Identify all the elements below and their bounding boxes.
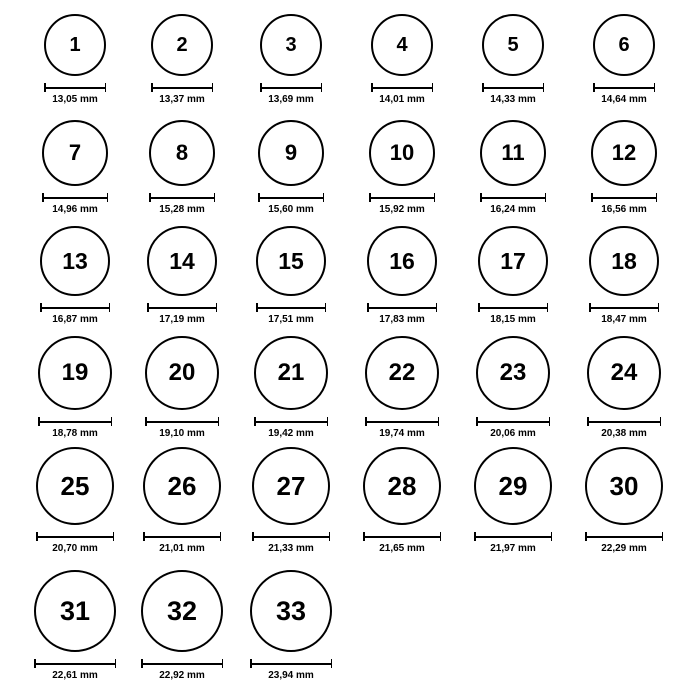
ring-diameter-label: 14,33 mm bbox=[490, 94, 536, 105]
ring-size-cell bbox=[20, 447, 130, 554]
ring-size-number: 27 bbox=[276, 471, 306, 501]
ring-diameter-label: 14,96 mm bbox=[52, 204, 98, 215]
ring-diameter-measure bbox=[587, 417, 661, 439]
ring-size-cell bbox=[458, 14, 568, 105]
ring-diameter-measure bbox=[147, 303, 217, 325]
ring-diameter-label: 19,42 mm bbox=[268, 428, 314, 439]
measure-bar-icon bbox=[145, 417, 219, 426]
ring-diameter-label: 16,56 mm bbox=[601, 204, 647, 215]
ring-diameter-label: 13,37 mm bbox=[159, 94, 205, 105]
measure-line-icon bbox=[145, 421, 219, 423]
measure-line-icon bbox=[474, 536, 552, 538]
ring-circle bbox=[589, 226, 659, 296]
measure-bar-icon bbox=[367, 303, 437, 312]
measure-line-icon bbox=[369, 197, 435, 199]
ring-circle bbox=[363, 447, 441, 525]
ring-size-cell bbox=[347, 226, 457, 325]
measure-line-icon bbox=[38, 421, 112, 423]
ring-circle bbox=[371, 14, 433, 76]
ring-diameter-label: 21,65 mm bbox=[379, 543, 425, 554]
ring-size-number: 11 bbox=[501, 140, 525, 165]
measure-bar-icon bbox=[34, 659, 116, 668]
measure-line-icon bbox=[476, 421, 550, 423]
measure-bar-icon bbox=[478, 303, 548, 312]
ring-circle bbox=[474, 447, 552, 525]
measure-bar-icon bbox=[143, 532, 221, 541]
ring-diameter-label: 20,70 mm bbox=[52, 543, 98, 554]
ring-diameter-measure bbox=[591, 193, 657, 215]
measure-line-icon bbox=[252, 536, 330, 538]
ring-size-number: 22 bbox=[388, 359, 416, 386]
ring-diameter-measure bbox=[593, 83, 655, 105]
measure-bar-icon bbox=[141, 659, 223, 668]
ring-size-cell bbox=[458, 226, 568, 325]
measure-bar-icon bbox=[585, 532, 663, 541]
ring-circle bbox=[151, 14, 213, 76]
ring-circle bbox=[585, 447, 663, 525]
ring-diameter-measure bbox=[254, 417, 328, 439]
ring-size-number: 9 bbox=[284, 140, 298, 165]
measure-bar-icon bbox=[252, 532, 330, 541]
ring-circle bbox=[252, 447, 330, 525]
ring-diameter-measure bbox=[38, 417, 112, 439]
ring-size-number: 33 bbox=[275, 595, 307, 626]
measure-bar-icon bbox=[482, 83, 544, 92]
measure-line-icon bbox=[44, 87, 106, 89]
ring-diameter-measure bbox=[482, 83, 544, 105]
measure-bar-icon bbox=[591, 193, 657, 202]
measure-line-icon bbox=[151, 87, 213, 89]
measure-line-icon bbox=[591, 197, 657, 199]
measure-line-icon bbox=[480, 197, 546, 199]
ring-diameter-label: 18,47 mm bbox=[601, 314, 647, 325]
ring-diameter-label: 13,05 mm bbox=[52, 94, 98, 105]
ring-diameter-measure bbox=[256, 303, 326, 325]
ring-diameter-measure bbox=[258, 193, 324, 215]
measure-line-icon bbox=[258, 197, 324, 199]
measure-bar-icon bbox=[42, 193, 108, 202]
ring-diameter-label: 21,33 mm bbox=[268, 543, 314, 554]
ring-diameter-measure bbox=[34, 659, 116, 681]
ring-circle bbox=[147, 226, 217, 296]
ring-diameter-label: 18,78 mm bbox=[52, 428, 98, 439]
ring-size-number: 4 bbox=[396, 34, 408, 56]
ring-diameter-measure bbox=[141, 659, 223, 681]
ring-circle bbox=[256, 226, 326, 296]
ring-size-cell bbox=[347, 14, 457, 105]
ring-diameter-measure bbox=[474, 532, 552, 554]
ring-circle bbox=[42, 120, 108, 186]
ring-diameter-measure bbox=[145, 417, 219, 439]
ring-diameter-label: 15,92 mm bbox=[379, 204, 425, 215]
ring-circle bbox=[260, 14, 322, 76]
ring-diameter-label: 23,94 mm bbox=[268, 670, 314, 681]
ring-size-number: 8 bbox=[175, 140, 189, 165]
ring-size-number: 20 bbox=[168, 359, 196, 386]
ring-size-cell bbox=[569, 447, 679, 554]
measure-line-icon bbox=[260, 87, 322, 89]
ring-size-number: 21 bbox=[277, 359, 305, 386]
ring-diameter-label: 17,19 mm bbox=[159, 314, 205, 325]
ring-size-number: 26 bbox=[167, 471, 197, 501]
ring-size-cell bbox=[127, 120, 237, 215]
ring-size-cell bbox=[347, 336, 457, 439]
ring-diameter-label: 17,51 mm bbox=[268, 314, 314, 325]
measure-line-icon bbox=[365, 421, 439, 423]
measure-line-icon bbox=[254, 421, 328, 423]
measure-line-icon bbox=[256, 307, 326, 309]
measure-bar-icon bbox=[40, 303, 110, 312]
ring-circle bbox=[38, 336, 112, 410]
measure-bar-icon bbox=[36, 532, 114, 541]
ring-diameter-measure bbox=[151, 83, 213, 105]
ring-circle bbox=[34, 570, 116, 652]
ring-size-cell bbox=[569, 120, 679, 215]
ring-diameter-measure bbox=[40, 303, 110, 325]
ring-size-cell bbox=[127, 14, 237, 105]
ring-diameter-measure bbox=[363, 532, 441, 554]
measure-bar-icon bbox=[593, 83, 655, 92]
ring-size-cell bbox=[458, 447, 568, 554]
ring-diameter-label: 16,24 mm bbox=[490, 204, 536, 215]
ring-diameter-label: 15,28 mm bbox=[159, 204, 205, 215]
measure-line-icon bbox=[36, 536, 114, 538]
ring-diameter-label: 16,87 mm bbox=[52, 314, 98, 325]
ring-diameter-label: 21,01 mm bbox=[159, 543, 205, 554]
ring-diameter-measure bbox=[365, 417, 439, 439]
ring-size-number: 13 bbox=[62, 247, 88, 274]
ring-size-cell bbox=[20, 336, 130, 439]
ring-size-number: 24 bbox=[610, 359, 638, 386]
measure-bar-icon bbox=[589, 303, 659, 312]
measure-line-icon bbox=[147, 307, 217, 309]
ring-circle bbox=[36, 447, 114, 525]
ring-diameter-label: 22,61 mm bbox=[52, 670, 98, 681]
ring-diameter-measure bbox=[369, 193, 435, 215]
ring-diameter-measure bbox=[44, 83, 106, 105]
measure-bar-icon bbox=[258, 193, 324, 202]
ring-size-number: 2 bbox=[176, 34, 188, 56]
measure-bar-icon bbox=[256, 303, 326, 312]
measure-line-icon bbox=[371, 87, 433, 89]
measure-bar-icon bbox=[151, 83, 213, 92]
ring-diameter-label: 22,92 mm bbox=[159, 670, 205, 681]
measure-bar-icon bbox=[587, 417, 661, 426]
measure-bar-icon bbox=[369, 193, 435, 202]
ring-diameter-measure bbox=[371, 83, 433, 105]
ring-circle bbox=[258, 120, 324, 186]
ring-diameter-label: 18,15 mm bbox=[490, 314, 536, 325]
measure-bar-icon bbox=[254, 417, 328, 426]
ring-size-number: 17 bbox=[500, 247, 526, 274]
ring-size-number: 19 bbox=[61, 359, 89, 386]
ring-circle bbox=[367, 226, 437, 296]
ring-size-number: 14 bbox=[169, 247, 195, 274]
ring-diameter-label: 20,06 mm bbox=[490, 428, 536, 439]
measure-line-icon bbox=[587, 421, 661, 423]
ring-diameter-measure bbox=[476, 417, 550, 439]
ring-size-cell bbox=[236, 570, 346, 681]
ring-circle bbox=[587, 336, 661, 410]
ring-size-cell bbox=[569, 14, 679, 105]
ring-size-cell bbox=[20, 14, 130, 105]
ring-size-number: 12 bbox=[611, 140, 637, 165]
measure-line-icon bbox=[40, 307, 110, 309]
ring-circle bbox=[145, 336, 219, 410]
ring-diameter-label: 19,74 mm bbox=[379, 428, 425, 439]
ring-size-cell bbox=[127, 336, 237, 439]
ring-diameter-measure bbox=[250, 659, 332, 681]
ring-diameter-label: 20,38 mm bbox=[601, 428, 647, 439]
ring-size-number: 32 bbox=[166, 595, 198, 626]
ring-diameter-label: 19,10 mm bbox=[159, 428, 205, 439]
measure-line-icon bbox=[141, 663, 223, 665]
ring-size-number: 31 bbox=[59, 595, 91, 626]
measure-bar-icon bbox=[363, 532, 441, 541]
measure-line-icon bbox=[478, 307, 548, 309]
ring-size-cell bbox=[458, 120, 568, 215]
ring-size-cell bbox=[236, 120, 346, 215]
ring-size-cell bbox=[127, 570, 237, 681]
ring-circle bbox=[141, 570, 223, 652]
ring-circle bbox=[365, 336, 439, 410]
ring-diameter-label: 15,60 mm bbox=[268, 204, 314, 215]
ring-circle bbox=[591, 120, 657, 186]
ring-size-cell bbox=[20, 226, 130, 325]
ring-diameter-measure bbox=[143, 532, 221, 554]
ring-size-cell bbox=[236, 226, 346, 325]
ring-circle bbox=[478, 226, 548, 296]
ring-diameter-label: 17,83 mm bbox=[379, 314, 425, 325]
measure-bar-icon bbox=[250, 659, 332, 668]
ring-diameter-measure bbox=[36, 532, 114, 554]
ring-diameter-measure bbox=[149, 193, 215, 215]
ring-diameter-measure bbox=[585, 532, 663, 554]
measure-bar-icon bbox=[474, 532, 552, 541]
ring-size-cell bbox=[236, 14, 346, 105]
ring-diameter-measure bbox=[260, 83, 322, 105]
ring-size-cell bbox=[236, 336, 346, 439]
ring-size-cell bbox=[127, 226, 237, 325]
measure-line-icon bbox=[143, 536, 221, 538]
ring-size-cell bbox=[347, 447, 457, 554]
ring-size-number: 23 bbox=[499, 359, 527, 386]
ring-diameter-measure bbox=[480, 193, 546, 215]
ring-size-number: 5 bbox=[507, 34, 519, 56]
measure-line-icon bbox=[589, 307, 659, 309]
measure-line-icon bbox=[34, 663, 116, 665]
measure-bar-icon bbox=[44, 83, 106, 92]
measure-bar-icon bbox=[149, 193, 215, 202]
ring-circle bbox=[593, 14, 655, 76]
ring-size-cell bbox=[347, 120, 457, 215]
ring-diameter-measure bbox=[367, 303, 437, 325]
ring-circle bbox=[369, 120, 435, 186]
ring-circle bbox=[480, 120, 546, 186]
ring-circle bbox=[482, 14, 544, 76]
ring-size-number: 7 bbox=[68, 140, 82, 165]
measure-line-icon bbox=[363, 536, 441, 538]
measure-line-icon bbox=[367, 307, 437, 309]
ring-circle bbox=[40, 226, 110, 296]
measure-bar-icon bbox=[38, 417, 112, 426]
ring-size-number: 18 bbox=[611, 247, 637, 274]
measure-bar-icon bbox=[365, 417, 439, 426]
measure-line-icon bbox=[42, 197, 108, 199]
ring-circle bbox=[143, 447, 221, 525]
ring-size-cell bbox=[20, 120, 130, 215]
ring-diameter-label: 14,64 mm bbox=[601, 94, 647, 105]
ring-size-number: 30 bbox=[609, 471, 639, 501]
measure-line-icon bbox=[593, 87, 655, 89]
ring-diameter-measure bbox=[589, 303, 659, 325]
measure-bar-icon bbox=[260, 83, 322, 92]
measure-line-icon bbox=[482, 87, 544, 89]
measure-bar-icon bbox=[147, 303, 217, 312]
ring-size-cell bbox=[458, 336, 568, 439]
ring-diameter-label: 14,01 mm bbox=[379, 94, 425, 105]
measure-bar-icon bbox=[480, 193, 546, 202]
ring-size-cell bbox=[20, 570, 130, 681]
ring-circle bbox=[44, 14, 106, 76]
measure-bar-icon bbox=[476, 417, 550, 426]
ring-size-cell bbox=[236, 447, 346, 554]
ring-diameter-label: 22,29 mm bbox=[601, 543, 647, 554]
ring-diameter-measure bbox=[42, 193, 108, 215]
ring-size-number: 3 bbox=[285, 34, 297, 56]
ring-size-number: 10 bbox=[389, 140, 415, 165]
ring-size-number: 6 bbox=[618, 34, 630, 56]
measure-line-icon bbox=[149, 197, 215, 199]
ring-circle bbox=[254, 336, 328, 410]
ring-circle bbox=[149, 120, 215, 186]
ring-size-cell bbox=[127, 447, 237, 554]
ring-size-cell bbox=[569, 226, 679, 325]
ring-diameter-measure bbox=[478, 303, 548, 325]
ring-size-number: 1 bbox=[69, 34, 81, 56]
ring-circle bbox=[250, 570, 332, 652]
ring-diameter-label: 13,69 mm bbox=[268, 94, 314, 105]
ring-size-number: 16 bbox=[389, 247, 415, 274]
ring-size-number: 28 bbox=[387, 471, 417, 501]
measure-line-icon bbox=[585, 536, 663, 538]
measure-bar-icon bbox=[371, 83, 433, 92]
ring-diameter-measure bbox=[252, 532, 330, 554]
ring-circle bbox=[476, 336, 550, 410]
ring-diameter-label: 21,97 mm bbox=[490, 543, 536, 554]
measure-line-icon bbox=[250, 663, 332, 665]
ring-size-number: 15 bbox=[278, 247, 304, 274]
ring-size-cell bbox=[569, 336, 679, 439]
ring-size-number: 29 bbox=[498, 471, 528, 501]
ring-size-number: 25 bbox=[60, 471, 90, 501]
